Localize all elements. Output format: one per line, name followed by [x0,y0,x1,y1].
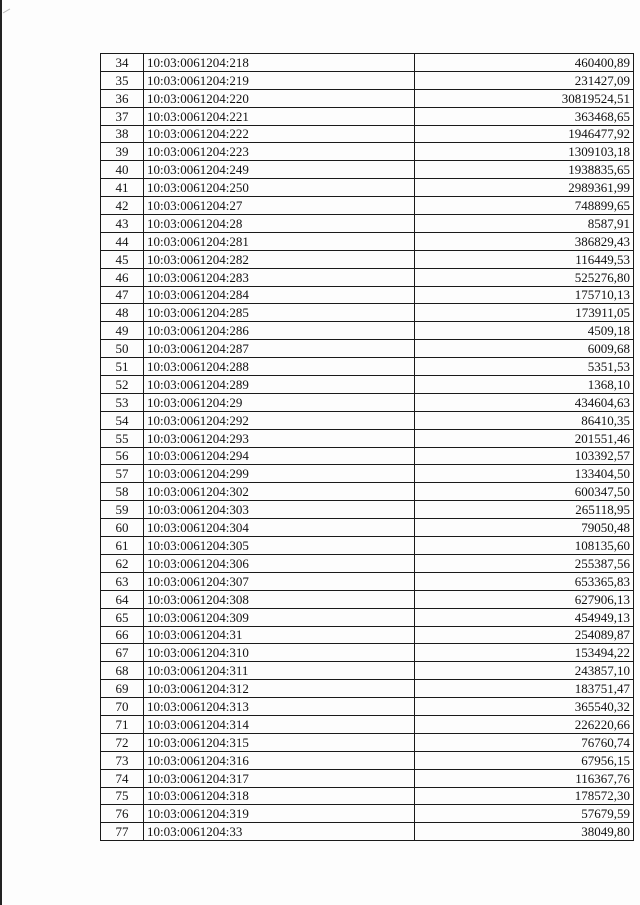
cadastral-value-cell: 365540,32 [415,698,634,716]
row-number-cell: 40 [101,161,144,179]
cadastral-value-cell: 5351,53 [415,358,634,376]
table-row [101,537,634,555]
row-number-cell: 39 [101,143,144,161]
cadastral-value-cell: 116367,76 [415,769,634,787]
cadastral-number-cell: 10:03:0061204:221 [144,107,415,125]
row-number-cell: 51 [101,358,144,376]
cadastral-value-cell: 226220,66 [415,715,634,733]
cadastral-value-cell: 231427,09 [415,71,634,89]
cadastral-number-cell: 10:03:0061204:218 [144,54,415,72]
cadastral-value-cell: 8587,91 [415,215,634,233]
cadastral-number-cell: 10:03:0061204:314 [144,715,415,733]
cadastral-number-cell: 10:03:0061204:308 [144,590,415,608]
page-edge-shadow [0,0,2,905]
row-number-cell: 68 [101,662,144,680]
cadastral-number-cell: 10:03:0061204:220 [144,89,415,107]
cadastral-number-cell: 10:03:0061204:287 [144,340,415,358]
cadastral-value-cell: 243857,10 [415,662,634,680]
row-number-cell: 55 [101,429,144,447]
cadastral-value-cell: 525276,80 [415,268,634,286]
table-row [101,447,634,465]
cadastral-number-cell: 10:03:0061204:289 [144,376,415,394]
row-number-cell: 77 [101,823,144,841]
cadastral-value-cell: 1368,10 [415,376,634,394]
cadastral-number-cell: 10:03:0061204:311 [144,662,415,680]
cadastral-value-cell: 57679,59 [415,805,634,823]
table-row [101,805,634,823]
cadastral-number-cell: 10:03:0061204:223 [144,143,415,161]
cadastral-value-cell: 201551,46 [415,429,634,447]
row-number-cell: 62 [101,554,144,572]
row-number-cell: 72 [101,733,144,751]
row-number-cell: 63 [101,572,144,590]
cadastral-value-cell: 600347,50 [415,483,634,501]
table-row [101,286,634,304]
cadastral-value-cell: 38049,80 [415,823,634,841]
cadastral-value-cell: 86410,35 [415,411,634,429]
row-number-cell: 42 [101,197,144,215]
cadastral-number-cell: 10:03:0061204:312 [144,680,415,698]
cadastral-number-cell: 10:03:0061204:299 [144,465,415,483]
row-number-cell: 44 [101,232,144,250]
cadastral-number-cell: 10:03:0061204:33 [144,823,415,841]
table-row [101,143,634,161]
table-row [101,554,634,572]
row-number-cell: 71 [101,715,144,733]
table-row [101,519,634,537]
table-row [101,268,634,286]
table-row [101,698,634,716]
cadastral-number-cell: 10:03:0061204:285 [144,304,415,322]
cadastral-value-cell: 2989361,99 [415,179,634,197]
row-number-cell: 66 [101,626,144,644]
table-row [101,644,634,662]
table-row [101,501,634,519]
cadastral-value-cell: 4509,18 [415,322,634,340]
cadastral-number-cell: 10:03:0061204:27 [144,197,415,215]
table-row [101,71,634,89]
cadastral-number-cell: 10:03:0061204:294 [144,447,415,465]
table-row [101,54,634,72]
cadastral-number-cell: 10:03:0061204:318 [144,787,415,805]
table-row [101,304,634,322]
cadastral-number-cell: 10:03:0061204:222 [144,125,415,143]
cadastral-value-cell: 460400,89 [415,54,634,72]
cadastral-number-cell: 10:03:0061204:284 [144,286,415,304]
row-number-cell: 37 [101,107,144,125]
table-row [101,715,634,733]
row-number-cell: 65 [101,608,144,626]
table-body [101,54,634,841]
cadastral-value-cell: 183751,47 [415,680,634,698]
cadastral-number-cell: 10:03:0061204:313 [144,698,415,716]
row-number-cell: 73 [101,751,144,769]
cadastral-value-cell: 178572,30 [415,787,634,805]
cadastral-value-cell: 103392,57 [415,447,634,465]
cadastral-number-cell: 10:03:0061204:307 [144,572,415,590]
cadastral-value-cell: 67956,15 [415,751,634,769]
cadastral-number-cell: 10:03:0061204:302 [144,483,415,501]
row-number-cell: 59 [101,501,144,519]
cadastral-number-cell: 10:03:0061204:316 [144,751,415,769]
row-number-cell: 36 [101,89,144,107]
row-number-cell: 69 [101,680,144,698]
table-row [101,232,634,250]
cadastral-value-cell: 255387,56 [415,554,634,572]
cadastral-number-cell: 10:03:0061204:306 [144,554,415,572]
table-row [101,465,634,483]
table-row [101,626,634,644]
row-number-cell: 58 [101,483,144,501]
cadastral-number-cell: 10:03:0061204:28 [144,215,415,233]
table-row [101,733,634,751]
table-row [101,411,634,429]
cadastral-value-cell: 434604,63 [415,393,634,411]
cadastral-number-cell: 10:03:0061204:288 [144,358,415,376]
row-number-cell: 34 [101,54,144,72]
cadastral-number-cell: 10:03:0061204:250 [144,179,415,197]
row-number-cell: 54 [101,411,144,429]
cadastral-number-cell: 10:03:0061204:303 [144,501,415,519]
table-row [101,125,634,143]
row-number-cell: 74 [101,769,144,787]
cadastral-value-table [100,53,634,841]
table-row [101,215,634,233]
cadastral-value-cell: 748899,65 [415,197,634,215]
cadastral-value-cell: 454949,13 [415,608,634,626]
table-row [101,429,634,447]
cadastral-number-cell: 10:03:0061204:29 [144,393,415,411]
cadastral-number-cell: 10:03:0061204:281 [144,232,415,250]
cadastral-number-cell: 10:03:0061204:304 [144,519,415,537]
table-row [101,393,634,411]
row-number-cell: 48 [101,304,144,322]
table-row [101,572,634,590]
row-number-cell: 50 [101,340,144,358]
cadastral-value-cell: 1946477,92 [415,125,634,143]
row-number-cell: 35 [101,71,144,89]
table-row [101,751,634,769]
cadastral-value-cell: 627906,13 [415,590,634,608]
row-number-cell: 70 [101,698,144,716]
table-row [101,250,634,268]
row-number-cell: 52 [101,376,144,394]
cadastral-number-cell: 10:03:0061204:310 [144,644,415,662]
table-row [101,608,634,626]
cadastral-number-cell: 10:03:0061204:309 [144,608,415,626]
cadastral-value-cell: 175710,13 [415,286,634,304]
table-row [101,680,634,698]
table-row [101,340,634,358]
cadastral-value-cell: 653365,83 [415,572,634,590]
row-number-cell: 43 [101,215,144,233]
table-row [101,590,634,608]
cadastral-number-cell: 10:03:0061204:31 [144,626,415,644]
cadastral-value-cell: 76760,74 [415,733,634,751]
row-number-cell: 45 [101,250,144,268]
row-number-cell: 67 [101,644,144,662]
cadastral-number-cell: 10:03:0061204:283 [144,268,415,286]
cadastral-number-cell: 10:03:0061204:315 [144,733,415,751]
cadastral-value-cell: 254089,87 [415,626,634,644]
table-row [101,107,634,125]
cadastral-number-cell: 10:03:0061204:317 [144,769,415,787]
cadastral-number-cell: 10:03:0061204:319 [144,805,415,823]
row-number-cell: 57 [101,465,144,483]
row-number-cell: 41 [101,179,144,197]
row-number-cell: 75 [101,787,144,805]
row-number-cell: 61 [101,537,144,555]
cadastral-value-cell: 133404,50 [415,465,634,483]
cadastral-number-cell: 10:03:0061204:305 [144,537,415,555]
row-number-cell: 56 [101,447,144,465]
cadastral-value-cell: 6009,68 [415,340,634,358]
cadastral-number-cell: 10:03:0061204:282 [144,250,415,268]
row-number-cell: 76 [101,805,144,823]
cadastral-value-cell: 173911,05 [415,304,634,322]
row-number-cell: 64 [101,590,144,608]
cadastral-value-cell: 79050,48 [415,519,634,537]
table-row [101,161,634,179]
table-row [101,358,634,376]
cadastral-number-cell: 10:03:0061204:286 [144,322,415,340]
cadastral-value-cell: 265118,95 [415,501,634,519]
cadastral-value-cell: 30819524,51 [415,89,634,107]
table-row [101,823,634,841]
scan-artifact [3,8,13,18]
table-row [101,769,634,787]
row-number-cell: 49 [101,322,144,340]
table-row [101,376,634,394]
row-number-cell: 38 [101,125,144,143]
cadastral-number-cell: 10:03:0061204:219 [144,71,415,89]
cadastral-value-cell: 363468,65 [415,107,634,125]
cadastral-number-cell: 10:03:0061204:292 [144,411,415,429]
row-number-cell: 47 [101,286,144,304]
row-number-cell: 46 [101,268,144,286]
table-row [101,787,634,805]
cadastral-value-cell: 116449,53 [415,250,634,268]
table-row [101,322,634,340]
cadastral-value-cell: 386829,43 [415,232,634,250]
cadastral-value-cell: 1309103,18 [415,143,634,161]
table-row [101,197,634,215]
row-number-cell: 53 [101,393,144,411]
cadastral-number-cell: 10:03:0061204:293 [144,429,415,447]
cadastral-value-cell: 153494,22 [415,644,634,662]
cadastral-value-cell: 108135,60 [415,537,634,555]
cadastral-number-cell: 10:03:0061204:249 [144,161,415,179]
table-row [101,89,634,107]
row-number-cell: 60 [101,519,144,537]
table-row [101,483,634,501]
table-row [101,179,634,197]
table-row [101,662,634,680]
cadastral-value-cell: 1938835,65 [415,161,634,179]
